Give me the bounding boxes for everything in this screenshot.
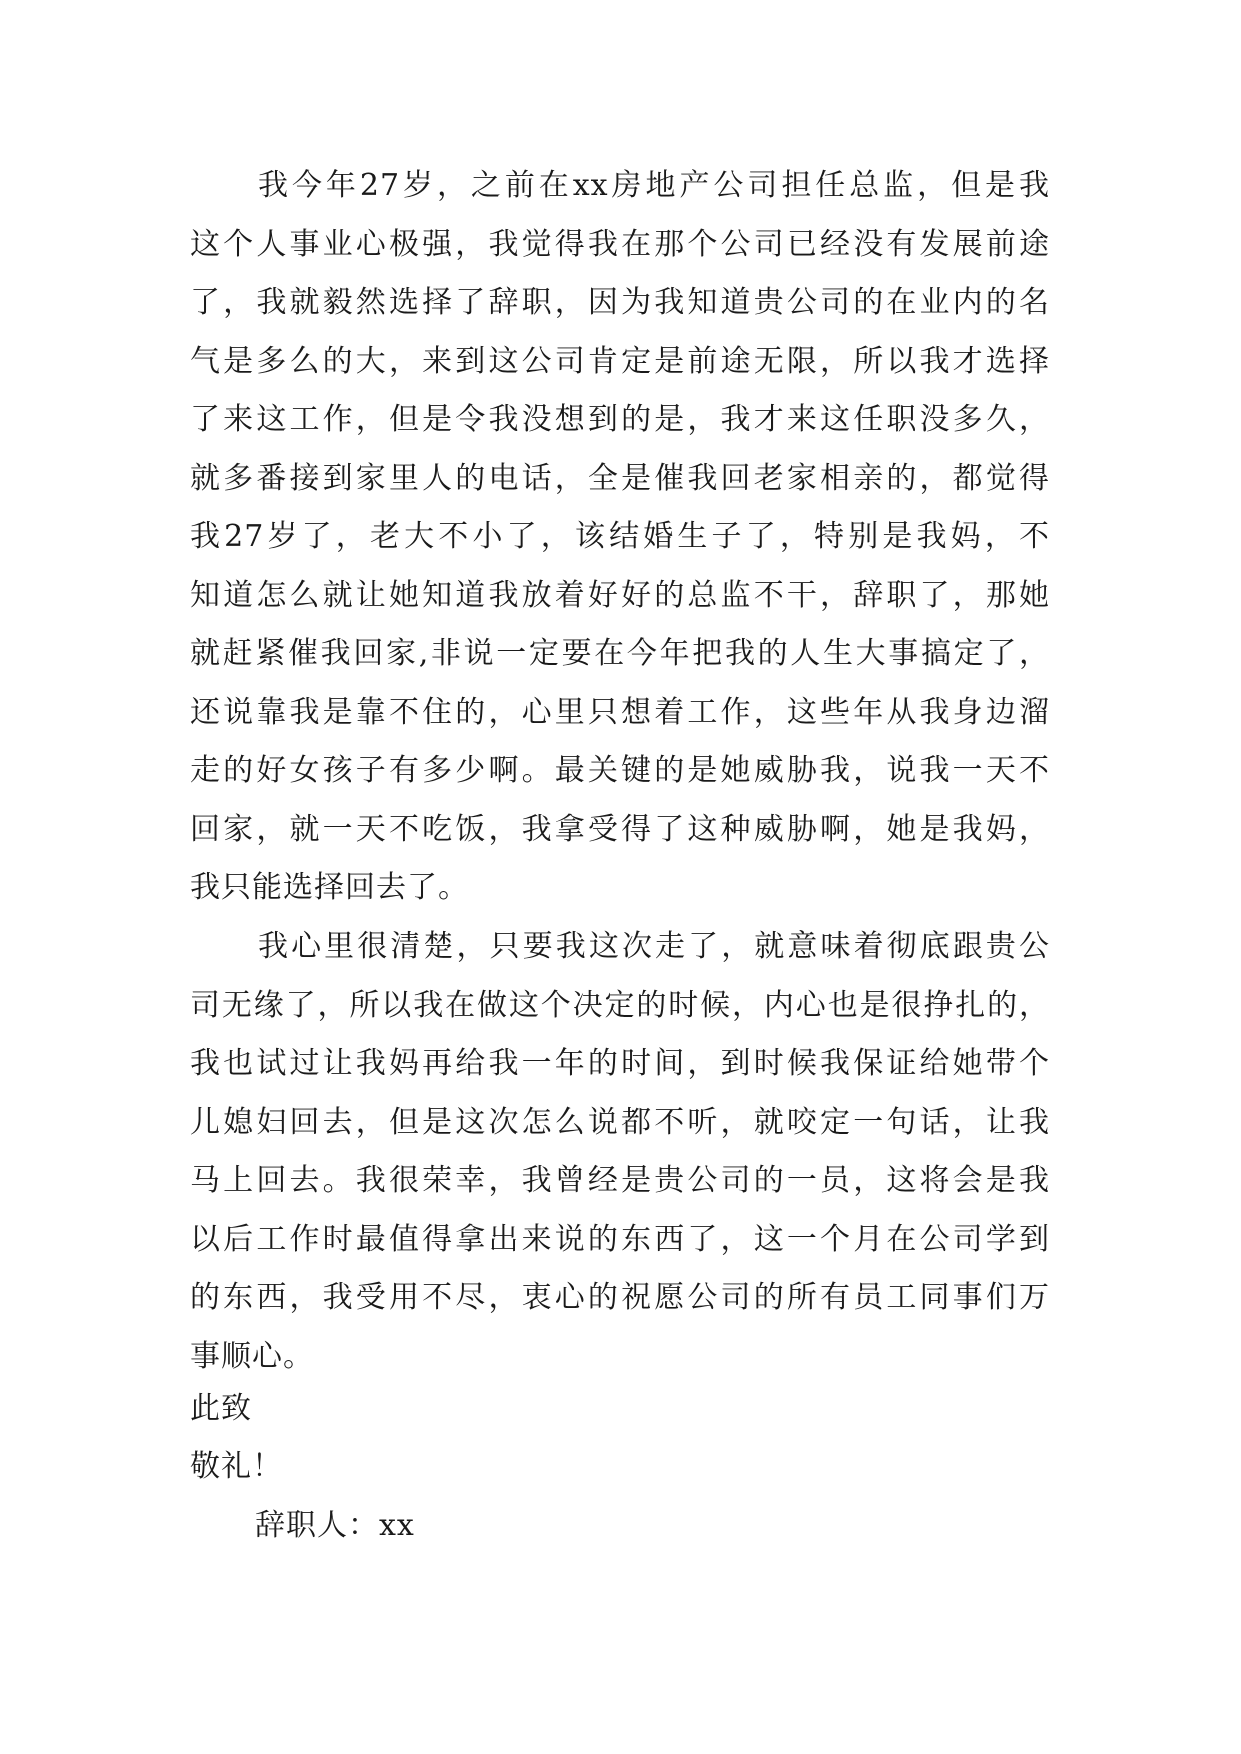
text-line: 马上回去。我很荣幸，我曾经是贵公司的一员，这将会是我: [190, 1163, 1050, 1198]
text-line: 我也试过让我妈再给我一年的时间，到时候我保证给她带个: [190, 1046, 1050, 1081]
text-line: 我27岁了，老大不小了，该结婚生子了，特别是我妈，不: [190, 519, 1050, 554]
text-line: 了，我就毅然选择了辞职，因为我知道贵公司的在业内的名: [190, 285, 1050, 320]
text-line: 以后工作时最值得拿出来说的东西了，这一个月在公司学到: [190, 1221, 1050, 1257]
text-line: 我今年27岁，之前在xx房地产公司担任总监，但是我: [258, 168, 1050, 203]
signature-line: 辞职人：xx: [255, 1508, 415, 1543]
text-line: 这个人事业心极强，我觉得我在那个公司已经没有发展前途: [190, 226, 1050, 262]
closing-regards: 敬礼！: [190, 1449, 283, 1484]
text-line: 就赶紧催我回家,非说一定要在今年把我的人生大事搞定了，: [190, 636, 1050, 671]
text-line: 走的好女孩子有多少啊。最关键的是她威胁我，说我一天不: [190, 753, 1050, 788]
text-line: 的东西，我受用不尽，衷心的祝愿公司的所有员工同事们万: [190, 1280, 1050, 1315]
body-paragraph-1: [190, 157, 1050, 918]
text-line: 了来这工作，但是令我没想到的是，我才来这任职没多久，: [190, 402, 1050, 437]
text-line: 气是多么的大，来到这公司肯定是前途无限，所以我才选择: [190, 343, 1050, 379]
text-line: 回家，就一天不吃饭，我拿受得了这种威胁啊，她是我妈，: [190, 811, 1050, 847]
text-line: 司无缘了，所以我在做这个决定的时候，内心也是很挣扎的，: [190, 987, 1050, 1023]
closing-salutation: 此致: [190, 1391, 252, 1426]
text-line: 我心里很清楚，只要我这次走了，就意味着彻底跟贵公: [258, 929, 1050, 964]
text-line: 事顺心。: [190, 1338, 314, 1374]
text-line: 儿媳妇回去，但是这次怎么说都不听，就咬定一句话，让我: [190, 1104, 1050, 1140]
text-line: 就多番接到家里人的电话，全是催我回老家相亲的，都觉得: [190, 460, 1050, 496]
text-line: 我只能选择回去了。: [190, 870, 469, 905]
text-line: 知道怎么就让她知道我放着好好的总监不干，辞职了，那她: [190, 577, 1050, 613]
text-line: 还说靠我是靠不住的，心里只想着工作，这些年从我身边溜: [190, 694, 1050, 730]
body-paragraph-2: [190, 918, 1050, 1386]
